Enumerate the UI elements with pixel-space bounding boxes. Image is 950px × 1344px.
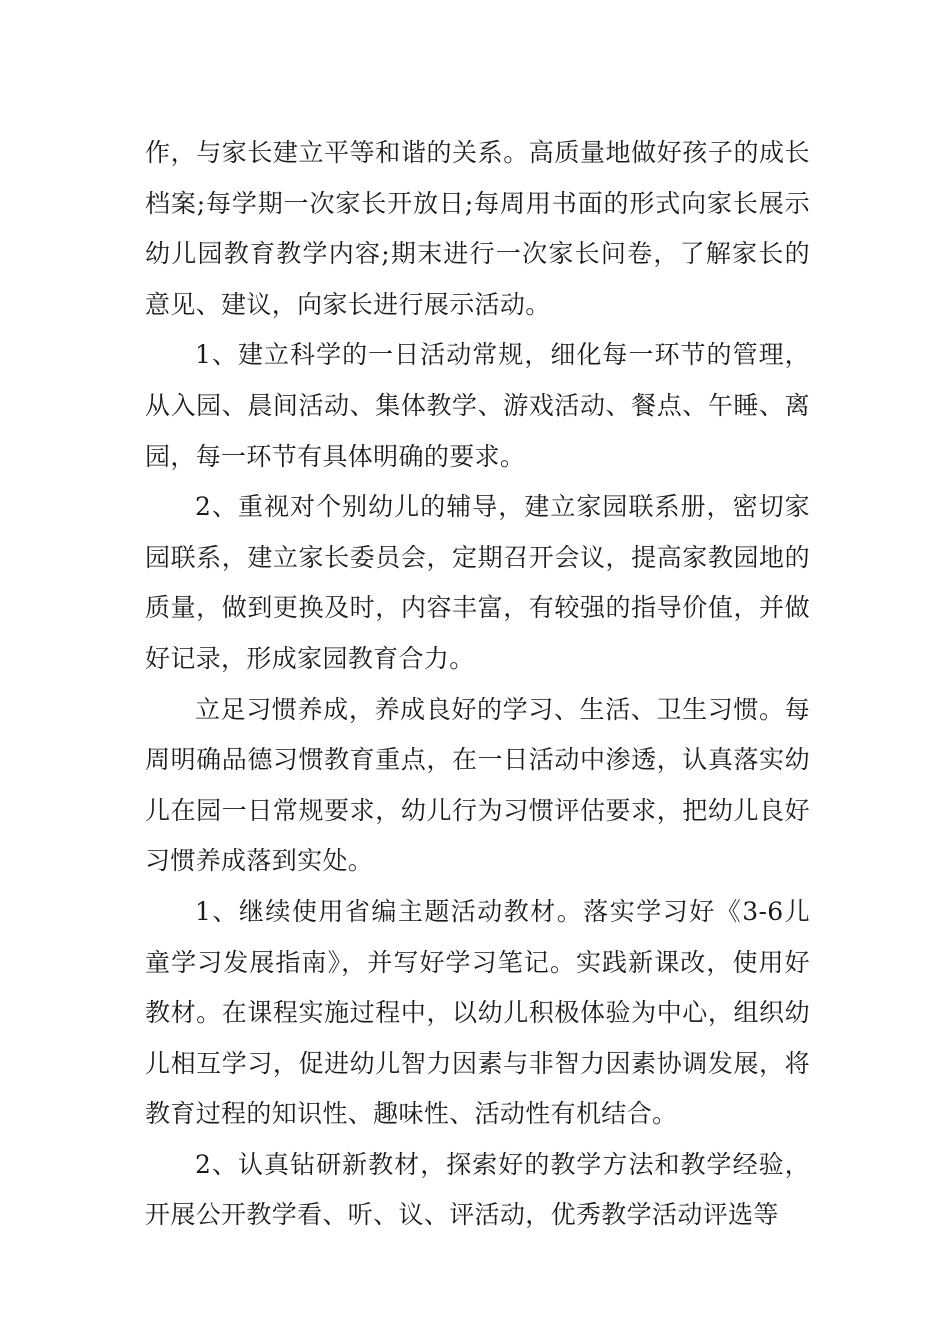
- paragraph-6: 2、认真钻研新教材，探索好的教学方法和教学经验，开展公开教学看、听、议、评活动，优秀教学活动评选等: [145, 1149, 810, 1230]
- document-body: [145, 128, 810, 1241]
- paragraph-3: 2、重视对个别幼儿的辅导，建立家园联系册，密切家园联系，建立家长委员会，定期召开会议，提高家教园地的质量，做到更换及时，内容丰富，有较强的指导价值，并做好记录，形成家园教育合力。: [145, 492, 810, 673]
- paragraph-5: 1、继续使用省编主题活动教材。落实学习好《3-6儿童学习发展指南》，并写好学习笔记。实践新课改，使用好教材。在课程实施过程中，以幼儿积极体验为中心，组织幼儿相互学习，促进幼儿智力因素与非智力因素协调发展，将教育过程的知识性、趣味性、活动性有机结合。: [145, 896, 810, 1129]
- paragraph-2: 1、建立科学的一日活动常规，细化每一环节的管理，从入园、晨间活动、集体教学、游戏活动、餐点、午睡、离园，每一环节有具体明确的要求。: [145, 340, 810, 471]
- paragraph-1: 作，与家长建立平等和谐的关系。高质量地做好孩子的成长档案;每学期一次家长开放日;每周用书面的形式向家长展示幼儿园教育教学内容;期末进行一次家长问卷，了解家长的意见、建议，向家长进行展示活动。: [145, 138, 810, 319]
- paragraph-4: 立足习惯养成，养成良好的学习、生活、卫生习惯。每周明确品德习惯教育重点，在一日活动中渗透，认真落实幼儿在园一日常规要求，幼儿行为习惯评估要求，把幼儿良好习惯养成落到实处。: [145, 694, 810, 876]
